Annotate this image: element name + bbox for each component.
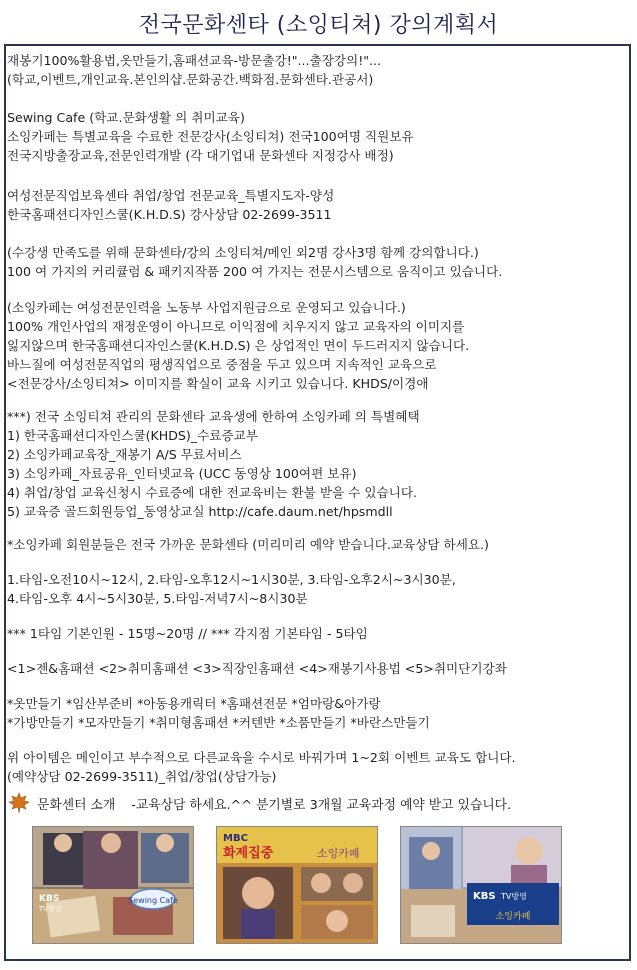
photo-caption-sub: 화제집중 bbox=[223, 846, 274, 861]
class-size-note: *** 1타임 기본인원 - 15명~20명 // *** 각지점 기본타임 - 5타임 bbox=[7, 626, 368, 641]
mbc-broadcast-photo bbox=[216, 826, 378, 944]
reservation-contact: (예약상담 02-2699-3511)_취업/창업(상담가능) bbox=[7, 769, 277, 784]
school-contact: 한국홈패션디자인스쿨(K.H.D.S) 강사상담 02-2699-3511 bbox=[7, 207, 332, 222]
nationwide-info: 전국지방출장교육,전문인력개발 (각 대기업내 문화센타 지정강사 배정) bbox=[7, 148, 394, 163]
benefit-item: 2) 소잉카페교육장_재봉기 A/S 무료서비스 bbox=[7, 447, 242, 462]
operation-detail-4: <전문강사/소잉티쳐> 이미지를 확실이 교육 시키고 있습니다. KHDS/이경애 bbox=[7, 376, 429, 391]
event-note: 위 아이템은 메인이고 부수적으로 다른교육을 수시로 바꿔가며 1~2회 이벤트 교육도 합니다. bbox=[7, 750, 516, 765]
benefit-item: 4) 취업/창업 교육신청시 수료증에 대한 전교육비는 환불 받을 수 있습니다. bbox=[7, 485, 418, 500]
photo-overlay: 소잉카페 bbox=[317, 847, 360, 860]
item-list-2: *가방만들기 *모자만들기 *취미형홈패션 *커텐반 *소품만들기 *바란스만들기 bbox=[7, 715, 430, 730]
instructor-info: 소잉카페는 특별교육을 수료한 전문강사(소잉티쳐) 전국100여명 직원보유 bbox=[7, 129, 414, 144]
schedule-line-1: 1.타임-오전10시~12시, 2.타임-오후12시~1시30분, 3.타임-오후2시~3시30분, bbox=[7, 572, 456, 587]
operation-detail-3: 바느질에 여성전문직업의 평생직업으로 중점을 두고 있으며 지속적인 교육으로 bbox=[7, 357, 437, 372]
photo-caption-top: MBC bbox=[223, 833, 248, 844]
operation-detail-2: 잃지않으며 한국홈패션디자인스쿨(K.H.D.S) 은 상업적인 면이 두드러지지 않습니다. bbox=[7, 338, 470, 353]
benefit-item: 5) 교육증 골드회원등업_동영상교실 http://cafe.daum.net/hpsmdll bbox=[7, 504, 393, 519]
photo-overlay: 소잉카페 bbox=[495, 912, 531, 922]
curriculum-note: 100 여 가지의 커리큘럼 & 패키지작품 200 여 가지는 전문시스템으로 움직이고 있습니다. bbox=[7, 264, 503, 279]
photo-caption-sub: TV방영 bbox=[39, 905, 62, 913]
training-center-info: 여성전문직업보육센타 취업/창업 전문교육_특별지도자-양성 bbox=[7, 188, 335, 203]
schedule-line-2: 4.타임-오후 4시~5시30분, 5.타임-저녁7시~8시30분 bbox=[7, 591, 308, 606]
kbs-tv-photo bbox=[400, 826, 562, 944]
satisfaction-note: (수강생 만족도를 위해 문화센타/강의 소잉티쳐/메인 외2명 강사3명 함께 강의합니다.) bbox=[7, 245, 479, 260]
kbs-broadcast-photo bbox=[32, 826, 194, 944]
page-title: 전국문화센타 (소잉티쳐) 강의계획서 bbox=[138, 13, 499, 38]
benefits-heading: ***) 전국 소잉티쳐 관리의 문화센타 교육생에 한하여 소잉카페 의 특별혜택 bbox=[7, 409, 420, 424]
item-list-1: *옷만들기 *임산부준비 *아동용캐릭터 *홈패션전문 *엄마랑&아가랑 bbox=[7, 696, 381, 711]
service-headline: 재봉기100%활용법,옷만들기,홈패션교육-방문출강!"...출장강의!"... bbox=[7, 53, 382, 68]
benefit-item: 3) 소잉카페_자료공유_인터넷교육 (UCC 동영상 100여편 보유) bbox=[7, 466, 357, 481]
promo-message: -교육상담 하세요.^^ 분기별로 3개월 교육과정 예약 받고 있습니다. bbox=[131, 797, 512, 813]
benefit-item: 1) 한국홈패션디자인스쿨(KHDS)_수료증교부 bbox=[7, 428, 258, 443]
maple-leaf-icon bbox=[7, 791, 31, 815]
operation-note: (소잉카페는 여성전문인력을 노동부 사업지원금으로 운영되고 있습니다.) bbox=[7, 300, 406, 315]
content-frame bbox=[4, 44, 631, 961]
member-note: *소잉카페 회원분들은 전국 가까운 문화센타 (미리미리 예약 받습니다.교육상담 하세요.) bbox=[7, 537, 489, 552]
service-venues: (학교,이벤트,개인교육.본인의샵.문화공간.백화점.문화센타.관공서) bbox=[7, 72, 374, 87]
promo-label: 문화센터 소개 bbox=[37, 797, 116, 813]
sewing-cafe-heading: Sewing Cafe (학교.문화생활 의 취미교육) bbox=[7, 110, 245, 125]
photo-overlay: Sewing Cafe bbox=[128, 896, 178, 905]
photo-caption-top: KBS bbox=[473, 891, 496, 902]
photo-caption-top: KBS bbox=[39, 894, 60, 904]
photo-caption-sub: TV방영 bbox=[501, 892, 527, 901]
promo-row bbox=[7, 789, 511, 817]
operation-detail-1: 100% 개인사업의 재정운영이 아니므로 이익점에 치우지지 않고 교육자의 이미지를 bbox=[7, 319, 465, 334]
course-list: <1>젠&홈패션 <2>취미홈패션 <3>직장인홈패션 <4>재봉기사용법 <5>취미단기강좌 bbox=[7, 661, 507, 676]
